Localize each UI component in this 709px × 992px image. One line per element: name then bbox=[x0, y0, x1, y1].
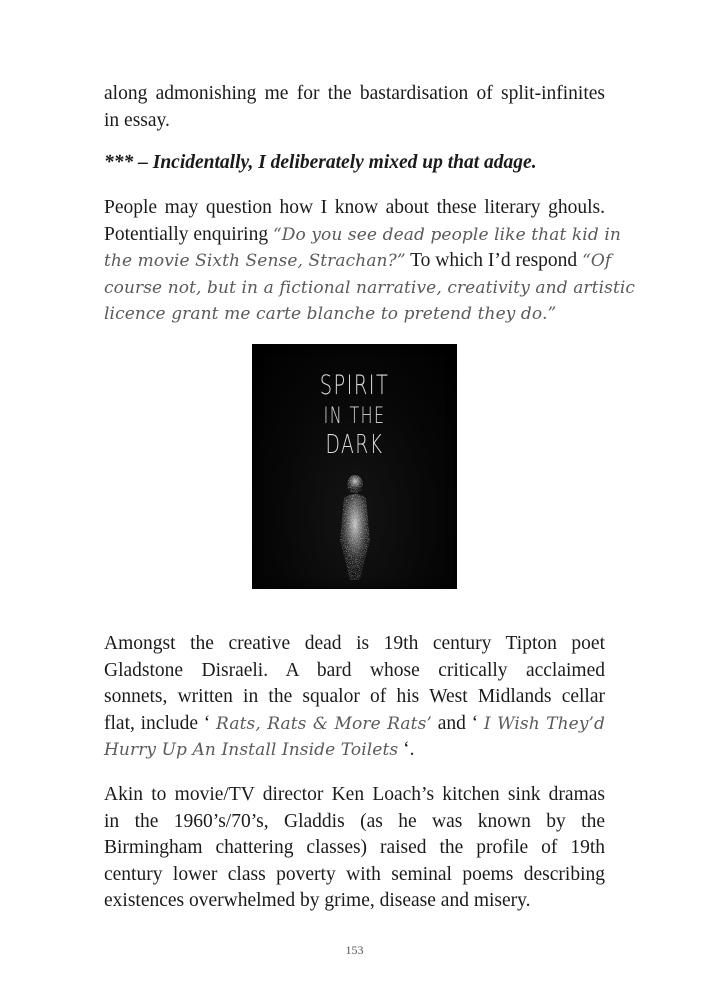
text-line: sonnets, written in the squalor of his West Midlands cellar bbox=[104, 686, 605, 707]
cover-title-line: SPIRIT bbox=[319, 370, 390, 401]
text-line: People may question how I know about these literary ghouls. bbox=[104, 197, 605, 218]
cover-title-line: DARK bbox=[325, 430, 384, 460]
text-run: and ‘ bbox=[431, 712, 484, 734]
page-number: 153 bbox=[345, 943, 364, 957]
text-run: To which I’d respond bbox=[405, 250, 583, 271]
quote-run: the movie Sixth Sense, Strachan?” bbox=[104, 251, 406, 271]
quote-run: “Do you see dead people like that kid in bbox=[272, 224, 621, 245]
ghost-figure-icon bbox=[330, 462, 380, 582]
text-run: flat, include ‘ bbox=[104, 712, 217, 734]
paragraph-2 bbox=[104, 150, 605, 177]
text-line bbox=[104, 248, 612, 275]
cover-title-line: IN THE bbox=[323, 404, 386, 429]
paragraph-1 bbox=[104, 81, 605, 134]
text-line bbox=[104, 222, 621, 249]
text-line: in essay. bbox=[104, 109, 170, 131]
paragraph-5 bbox=[104, 782, 605, 915]
poem-title: I Wish They’d bbox=[483, 713, 606, 734]
text-line: existences overwhelmed by grime, disease and misery. bbox=[104, 890, 531, 911]
text-line bbox=[104, 737, 605, 764]
text-line: Akin to movie/TV director Ken Loach’s kitchen sink dramas bbox=[104, 784, 605, 805]
poem-title: Rats, Rats & More Rats’ bbox=[216, 713, 432, 734]
paragraph-4 bbox=[104, 631, 605, 764]
text-line bbox=[104, 275, 636, 302]
quote-run: licence grant me carte blanche to pretend they do.” bbox=[104, 304, 557, 324]
text-line bbox=[104, 711, 605, 738]
text-line: in the 1960’s/70’s, Gladdis (as he was known by the bbox=[104, 810, 605, 832]
text-run: Potentially enquiring bbox=[104, 223, 273, 245]
text-line: along admonishing me for the bastardisation of split-infinites bbox=[104, 83, 605, 104]
paragraph-3 bbox=[104, 195, 636, 328]
book-cover-image bbox=[252, 344, 457, 589]
text-line: Gladstone Disraeli. A bard whose critically acclaimed bbox=[104, 659, 605, 681]
text-line: Birmingham chattering classes) raised the profile of 19th bbox=[104, 837, 605, 858]
text-line: Amongst the creative dead is 19th century Tipton poet bbox=[104, 633, 605, 654]
text-line: century lower class poverty with seminal poems describing bbox=[104, 863, 605, 885]
text-run: ‘. bbox=[398, 739, 415, 760]
quote-run: course not, but in a fictional narrative, creativity and artistic bbox=[104, 277, 636, 298]
emphasis-note: *** – Incidentally, I deliberately mixed up that adage. bbox=[104, 152, 537, 173]
text-line bbox=[104, 301, 605, 328]
quote-run: “Of bbox=[582, 251, 612, 271]
poem-title: Hurry Up An Install Inside Toilets bbox=[104, 740, 399, 760]
